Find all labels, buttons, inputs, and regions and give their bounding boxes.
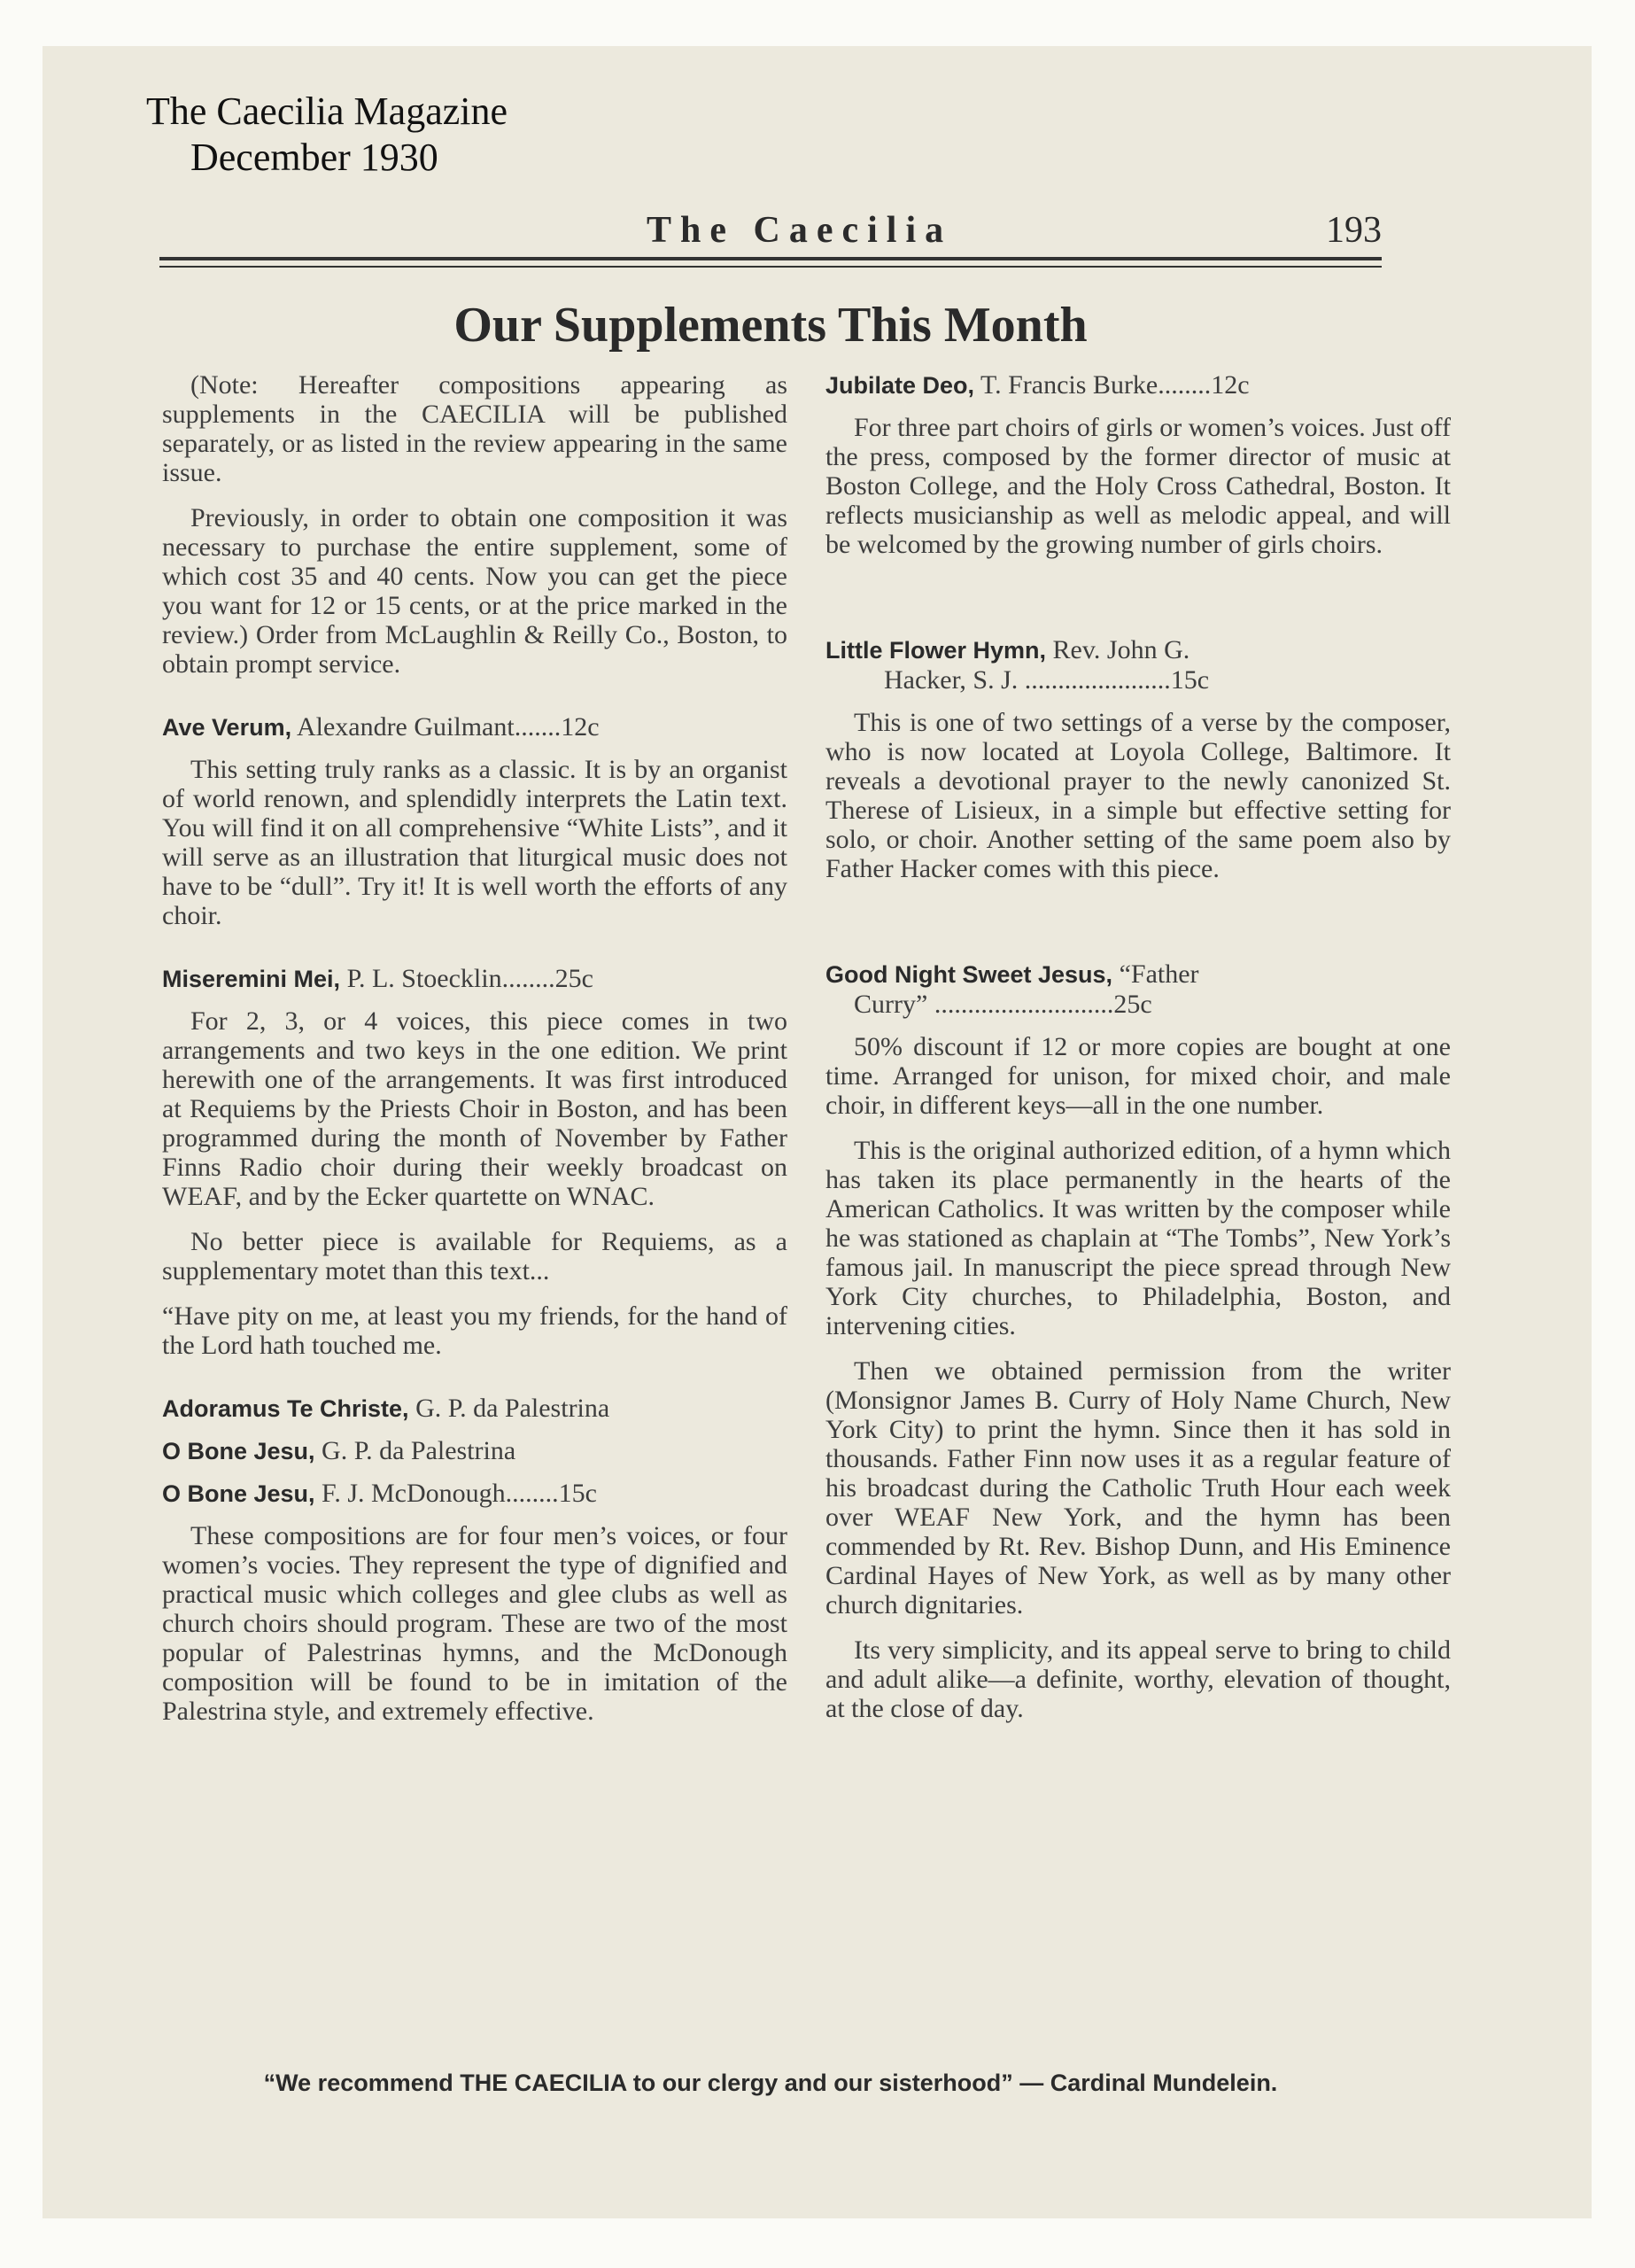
listing-composer: G. P. da Palestrina [415, 1394, 610, 1423]
listing-title: Adoramus Te Christe, [162, 1395, 409, 1422]
listing-composer: “Father [1119, 959, 1199, 989]
page-number: 193 [1326, 210, 1382, 251]
listing-title: O Bone Jesu, [162, 1480, 315, 1507]
source-label [146, 89, 518, 181]
listing-composer: P. L. Stoecklin [346, 964, 502, 993]
listing-price: 12c [1211, 370, 1250, 400]
listing-little-flower-hymn: Little Flower Hymn, Rev. John G. Hacker, S. J. ......................15c [825, 635, 1210, 695]
header-rule-thick [159, 257, 1382, 260]
listing-jubilate-deo: Jubilate Deo, T. Francis Burke........12c [825, 370, 1250, 400]
footer-quote: “We recommend THE CAECILIA to our clergy and our sisterhood” — Cardinal Mundelein. [263, 2070, 1278, 2096]
listing-good-night-sweet-jesus: Good Night Sweet Jesus, “Father Curry” ...........................25c [825, 959, 1199, 1019]
running-head [159, 209, 1382, 253]
description-paragraph: For three part choirs of girls or women’s voices. Just off the press, composed by the former director of music at Boston College, and the Holy Cross Cathedral, Boston. It reflects musicianship as well as melodic appeal, and will be welcomed by the growing number of girls choirs. [825, 413, 1451, 559]
description-paragraph: This is one of two settings of a verse by the composer, who is now located at Loyola College, Baltimore. It reveals a devotional prayer to the newly canonized St. Therese of Lisieux, in a simple but effective setting for solo, or choir. Another setting of the same poem also by Father Hacker comes with this piece. [825, 708, 1451, 883]
note-paragraph-1: (Note: Hereafter compositions appearing as supplements in the CAECILIA will be published separately, or as listed in the review appearing in the same issue. [162, 370, 787, 487]
listing-miseremini-mei: Miseremini Mei, P. L. Stoecklin........25c [162, 964, 593, 993]
listing-o-bone-jesu-mcdonough: O Bone Jesu, F. J. McDonough........15c [162, 1479, 597, 1508]
listing-price: 25c [1113, 990, 1152, 1019]
source-date: December 1930 [190, 136, 438, 179]
listing-composer: F. J. McDonough [322, 1479, 506, 1508]
left-column [162, 370, 787, 1742]
listing-price: 12c [561, 712, 600, 742]
source-title: The Caecilia Magazine [146, 89, 508, 133]
article-headline: Our Supplements This Month [453, 298, 1088, 353]
listing-price: 15c [1170, 665, 1210, 695]
listing-price: 15c [558, 1479, 597, 1508]
quoted-text: “Have pity on me, at least you my friends, for the hand of the Lord hath touched me. [162, 1301, 787, 1360]
description-paragraph: Then we obtained permission from the writer (Monsignor James B. Curry of Holy Name Church, New York City) to print the hymn. Since then it has sold in thousands. Father Finn now uses it as a regular feature of his broadcast during the Catholic Truth Hour each week over WEAF New York, and the hymn has been commended by Rt. Rev. Bishop Dunn, and His Eminence Cardinal Hayes of New York, as well as by many other church dignitaries. [825, 1356, 1451, 1619]
description-paragraph: Its very simplicity, and its appeal serve to bring to child and adult alike—a definite, worthy, elevation of thought, at the close of day. [825, 1635, 1451, 1723]
description-paragraph: This is the original authorized edition, of a hymn which has taken its place permanently in the hearts of the American Catholics. It was written by the composer while he was stationed as chaplain at “The Tombs”, New York’s famous jail. In manuscript the piece spread through New York City churches, to Philadelphia, Boston, and intervening cities. [825, 1136, 1451, 1340]
header-rule-thin [159, 266, 1382, 268]
note-paragraph-2: Previously, in order to obtain one composition it was necessary to purchase the entire supplement, some of which cost 35 and 40 cents. Now you can get the piece you want for 12 or 15 cents, or at the price marked in the review.) Order from McLaughlin & Reilly Co., Boston, to obtain prompt service. [162, 503, 787, 679]
description-paragraph: This setting truly ranks as a classic. It is by an organist of world renown, and splendidly interprets the Latin text. You will find it on all comprehensive “White Lists”, and it will serve as an illustration that liturgical music does not have to be “dull”. Try it! It is well worth the efforts of any choir. [162, 755, 787, 930]
listing-composer: G. P. da Palestrina [322, 1436, 516, 1465]
right-column [825, 370, 1451, 1739]
listing-ave-verum: Ave Verum, Alexandre Guilmant.......12c [162, 712, 600, 742]
listing-composer: T. Francis Burke [980, 370, 1158, 400]
listing-price: 25c [554, 964, 593, 993]
listing-o-bone-jesu-palestrina [162, 1436, 787, 1466]
description-paragraph: 50% discount if 12 or more copies are bought at one time. Arranged for unison, for mixed choir, and male choir, in different keys—all in the one number. [825, 1032, 1451, 1120]
listing-title: Miseremini Mei, [162, 966, 341, 992]
listing-composer: Alexandre Guilmant [296, 712, 515, 742]
listing-adoramus [162, 1394, 787, 1424]
listing-title: Ave Verum, [162, 714, 292, 741]
running-title: The Caecilia [647, 210, 953, 251]
listing-title: Good Night Sweet Jesus, [825, 961, 1113, 988]
description-paragraph: No better piece is available for Requiems, as a supplementary motet than this text... [162, 1227, 787, 1285]
listing-composer: Rev. John G. [1052, 635, 1190, 664]
listing-title: O Bone Jesu, [162, 1438, 315, 1464]
listing-title: Little Flower Hymn, [825, 637, 1047, 664]
listing-composer-cont: Curry” [854, 990, 928, 1019]
listing-title: Jubilate Deo, [825, 372, 975, 399]
description-paragraph: These compositions are for four men’s voices, or four women’s vocies. They represent the type of dignified and practical music which colleges and glee clubs as well as church choirs should program. These are two of the most popular of Palestrinas hymns, and the McDonough composition will be found to be in imitation of the Palestrina style, and extremely effective. [162, 1521, 787, 1726]
listing-composer-cont: Hacker, S. J. [884, 665, 1019, 695]
description-paragraph: For 2, 3, or 4 voices, this piece comes in two arrangements and two keys in the one edition. We print herewith one of the arrangements. It was first introduced at Requiems by the Priests Choir in Boston, and has been programmed during the month of November by Father Finns Radio choir during their weekly broadcast on WEAF, and by the Ecker quartette on WNAC. [162, 1006, 787, 1211]
